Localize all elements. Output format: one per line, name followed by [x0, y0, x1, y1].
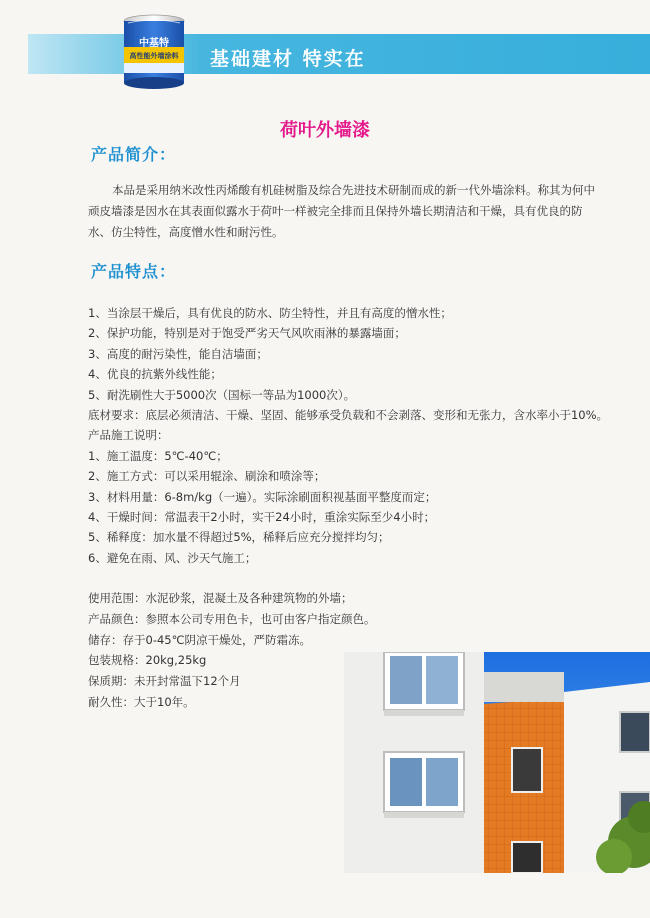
list-item: 产品颜色：参照本公司专用色卡，也可由客户指定颜色。: [88, 611, 376, 626]
intro-text: 本品是采用纳米改性丙烯酸有机硅树脂及综合先进技术研制而成的新一代外墙涂料。称其为何中顽皮墙漆是因水在其表面似露水于荷叶一样被完全排而且保持外墙长期清洁和干燥，具有优良的防水、仿尘特性，高度憎水性和耐污性。: [88, 183, 595, 239]
banner-slogan: 基础建材 特实在: [210, 48, 366, 70]
intro-heading: 产品简介：: [91, 145, 177, 164]
product-title: 荷叶外墙漆: [280, 120, 370, 141]
intro-paragraph: [88, 180, 598, 243]
product-info-list: [88, 588, 376, 713]
list-item: 底材要求：底层必须清洁、干燥、坚固、能够承受负载和不会剥落、变形和无张力，含水率小于10%。: [88, 407, 609, 422]
list-item: 2、保护功能，特别是对于饱受严劣天气风吹雨淋的暴露墙面；: [88, 326, 406, 341]
list-item: 包装规格：20kg,25kg: [88, 653, 207, 668]
list-item: 1、当涂层干燥后，具有优良的防水、防尘特性，并且有高度的憎水性；: [88, 306, 452, 320]
list-item: 6、避免在雨、风、沙天气施工；: [88, 550, 257, 565]
list-item: 使用范围：水泥砂浆，混凝土及各种建筑物的外墙；: [88, 591, 353, 605]
list-item: 4、干燥时间：常温表干2小时，实干24小时，重涂实际至少4小时；: [88, 509, 436, 524]
list-item: 保质期：未开封常温下12个月: [88, 674, 241, 689]
list-item: 2、施工方式：可以采用辊涂、刷涂和喷涂等；: [88, 469, 326, 484]
list-item: 3、材料用量：6-8m/kg（一遍）。实际涂刷面积视基面平整度而定；: [88, 489, 437, 504]
list-item: 3、高度的耐污染性，能自洁墙面；: [88, 346, 268, 361]
list-item: 耐久性：大于10年。: [88, 694, 195, 709]
features-list: [88, 303, 633, 568]
features-heading: 产品特点：: [91, 262, 177, 281]
list-item: 储存：存于0-45℃阴凉干燥处，严防霜冻。: [88, 632, 312, 647]
list-item: 1、施工温度：5℃-40℃；: [88, 448, 228, 463]
list-item: 4、优良的抗紫外线性能；: [88, 367, 222, 382]
can-label-text: 高性能外墙涂料: [129, 52, 179, 60]
building-photo: [344, 652, 650, 873]
list-item: 5、耐洗刷性大于5000次（国标一等品为1000次）。: [88, 387, 356, 402]
list-item: 5、稀释度：加水量不得超过5%，稀释后应充分搅拌均匀；: [88, 530, 390, 545]
list-item: 产品施工说明：: [88, 428, 169, 443]
can-brand-text: 中基特: [139, 38, 169, 49]
